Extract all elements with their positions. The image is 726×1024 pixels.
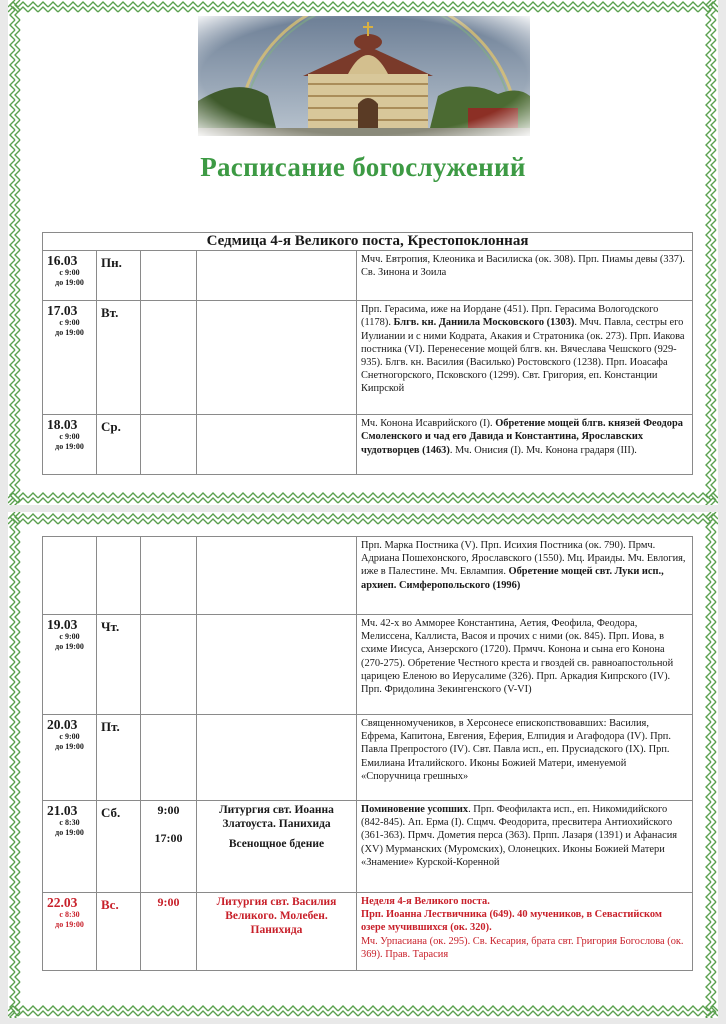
service-time-cell (141, 301, 197, 415)
saints-cell (357, 893, 693, 971)
service-cell (197, 893, 357, 971)
service-time-cell (141, 615, 197, 715)
ornamental-border-bottom (8, 1004, 718, 1018)
date-cell (43, 537, 97, 615)
ornamental-border-right (704, 512, 718, 1018)
day-date: 21.03 (47, 803, 78, 818)
service-time-cell (141, 415, 197, 475)
commemoration: Мчч. Евтропия, Клеоника и Василиска (ок. 308). Прп. Пиамы девы (337). Св. Зинона и Зоила (361, 254, 686, 279)
weekday-cell (97, 251, 141, 301)
week-title: Седмица 4-я Великого поста, Крестопоклонная (43, 233, 693, 251)
church-hours: с 9:00 (59, 632, 80, 641)
service-cell (197, 415, 357, 475)
schedule-sheet-top (8, 0, 718, 505)
weekday-cell (97, 801, 141, 893)
commemoration: Неделя 4-я Великого поста. (361, 896, 490, 907)
church-photo (198, 16, 530, 136)
commemoration: Мч. Конона Исаврийского (I). (361, 418, 496, 430)
ornamental-border-top (8, 0, 718, 14)
day-row (43, 415, 693, 475)
date-cell (43, 715, 97, 801)
date-cell (43, 301, 97, 415)
date-cell (43, 615, 97, 715)
church-hours: с 8:30 (59, 910, 80, 919)
church-hours: с 9:00 (59, 732, 80, 741)
saints-cell (357, 801, 693, 893)
weekday-cell (97, 893, 141, 971)
day-row (43, 801, 693, 893)
church-hours: с 8:30 (59, 818, 80, 827)
weekday: Ср. (101, 419, 121, 435)
saints-cell (357, 537, 693, 615)
date-cell (43, 415, 97, 475)
commemoration: . Мчч. Павла, сестры его Иулиании и с ними Кодрата, Акакия и Стратоника (ок. 273). Прп. Иакова постника (VI). Перенесение мощей блгв. кн. Вячеслава Чешского (929-935). Блгв. кн. Василия (Василько) Ростовского (1238). Прп. Иоасафа Снетногорского, Псковского (1299). Свт. Григория, еп. Констанции Кипрской (361, 317, 685, 395)
date-cell (43, 251, 97, 301)
day-row (43, 715, 693, 801)
church-hours: с 9:00 (59, 268, 80, 278)
commemoration: Обретение мощей блгв. князей Феодора Смоленского и чад его Давида и Константина, Ярославских чудотворцев (1463) (361, 418, 683, 456)
day-row (43, 537, 693, 615)
ornamental-border-right (704, 0, 718, 505)
commemoration: Мч. Урпасиана (ок. 295). Св. Кесария, брата свт. Григория Богослова (ок. 369). Прав. Тарасия (361, 935, 684, 960)
day-date: 17.03 (47, 303, 78, 319)
day-row (43, 893, 693, 971)
saints-cell (357, 251, 693, 301)
service-time-cell (141, 537, 197, 615)
service-cell (197, 615, 357, 715)
day-date: 18.03 (47, 417, 78, 433)
ornamental-border-top (8, 512, 718, 526)
ornamental-border-bottom (8, 491, 718, 505)
commemoration: Блгв. кн. Даниила Московского (1303) (393, 317, 575, 329)
day-row (43, 615, 693, 715)
church-hours: до 19:00 (55, 642, 84, 651)
weekday: Вт. (101, 305, 119, 321)
page-title: Расписание богослужений (200, 152, 526, 182)
weekday: Сб. (101, 805, 121, 820)
service-cell (197, 301, 357, 415)
saints-cell (357, 615, 693, 715)
church-hours: с 9:00 (59, 432, 80, 442)
day-date: 20.03 (47, 717, 78, 732)
church-hours: до 19:00 (55, 920, 84, 929)
day-date: 22.03 (47, 895, 78, 910)
service-name: Всенощное бдение (228, 838, 325, 850)
service-time-cell (141, 801, 197, 893)
weekday-cell (97, 301, 141, 415)
service-name: Литургия свт. Василия Великого. Молебен. Панихида (216, 896, 337, 936)
weekday-cell (97, 415, 141, 475)
weekday-cell (97, 537, 141, 615)
schedule-table-top (42, 232, 693, 475)
saints-cell (357, 715, 693, 801)
weekday-cell (97, 615, 141, 715)
commemoration: Мч. 42-х во Амморее Константина, Аетия, Феофила, Феодора, Мелиссена, Каллиста, Васоя и прочих с ними (ок. 845). Прп. Иова, в схиме Иисуса, Анзерского (1720). Прмчч. Конона и сына его Конона (270-275). Обретение Честного креста и гвоздей св. равноапостольной царицею Еленою во Иерусалиме (326). Прп. Аркадия Кипрского (IV). Прп. Фридолина Зекингенского (V-VI) (361, 618, 674, 696)
commemoration: Священномучеников, в Херсонесе епископствовавших: Василия, Ефрема, Капитона, Евгения, Еферия, Елпидия и Агафодора (IV). Прп. Павла Препростого (IV). Свт. Павла исп., еп. Прусиадского (IX). Прп. Емилиана Италийского. Иконы Божией Матери, именуемой «Споручница грешных» (361, 718, 671, 782)
church-hours: до 19:00 (55, 442, 84, 452)
date-cell (43, 893, 97, 971)
service-time: 9:00 (157, 895, 180, 909)
service-cell (197, 801, 357, 893)
day-row (43, 251, 693, 301)
commemoration: . Прп. Феофилакта исп., еп. Никомидийского (842-845). Ап. Ерма (I). Сщмч. Феодорита, пресвитера Антиохийского (361-363). Прмч. Дометия перса (363). Прпп. Лазаря (1391) и Афанасия (XV) Мурманских (Муромских), Олонецких. Иконы Божией Матери «Знамение» Курской-Коренной (361, 804, 678, 868)
service-cell (197, 537, 357, 615)
schedule-sheet-bottom (8, 512, 718, 1018)
ornamental-border-left (8, 0, 22, 505)
church-hours: до 19:00 (55, 278, 84, 288)
service-time: 9:00 (157, 803, 180, 817)
weekday: Пт. (101, 719, 120, 734)
date-cell (43, 801, 97, 893)
commemoration: . Мч. Онисия (I). Мч. Конона градаря (III). (449, 444, 637, 456)
saints-cell (357, 415, 693, 475)
day-row (43, 301, 693, 415)
ornamental-border-left (8, 512, 22, 1018)
weekday-cell (97, 715, 141, 801)
weekday: Пн. (101, 255, 122, 271)
service-cell (197, 251, 357, 301)
service-time-cell (141, 251, 197, 301)
commemoration: Прп. Герасима, иже на Иордане (451). Прп. Герасима Вологодского (1178). (361, 304, 659, 329)
commemoration: Прп. Иоанна Лествичника (649). 40 мучеников, в Севастийском озере мучившихся (ок. 320). (361, 909, 662, 934)
church-hours: до 19:00 (55, 328, 84, 338)
service-time-cell (141, 893, 197, 971)
commemoration: Поминовение усопших (361, 804, 469, 815)
service-cell (197, 715, 357, 801)
saints-cell (357, 301, 693, 415)
commemoration: Прп. Марка Постника (V). Прп. Исихия Постника (ок. 790). Прмч. Адриана Пошехонского, Ярославского (1550). Мц. Ираиды. Мч. Евлогия, иже в Палестине. Мч. Евлампия. (361, 540, 686, 578)
schedule-table-bottom (42, 536, 693, 971)
commemoration: Обретение мощей свт. Луки исп., архиеп. Симферопольского (1996) (361, 566, 664, 591)
service-time: 17:00 (154, 831, 183, 845)
service-time-cell (141, 715, 197, 801)
weekday: Вс. (101, 897, 119, 912)
page-cut (22, 481, 704, 491)
day-date: 16.03 (47, 253, 78, 269)
week-header-row (43, 233, 693, 251)
church-hours: с 9:00 (59, 318, 80, 328)
weekday: Чт. (101, 619, 120, 634)
church-hours: до 19:00 (55, 742, 84, 751)
service-name: Литургия свт. Иоанна Златоуста. Панихида (219, 804, 334, 830)
church-hours: до 19:00 (55, 828, 84, 837)
day-date: 19.03 (47, 617, 78, 632)
